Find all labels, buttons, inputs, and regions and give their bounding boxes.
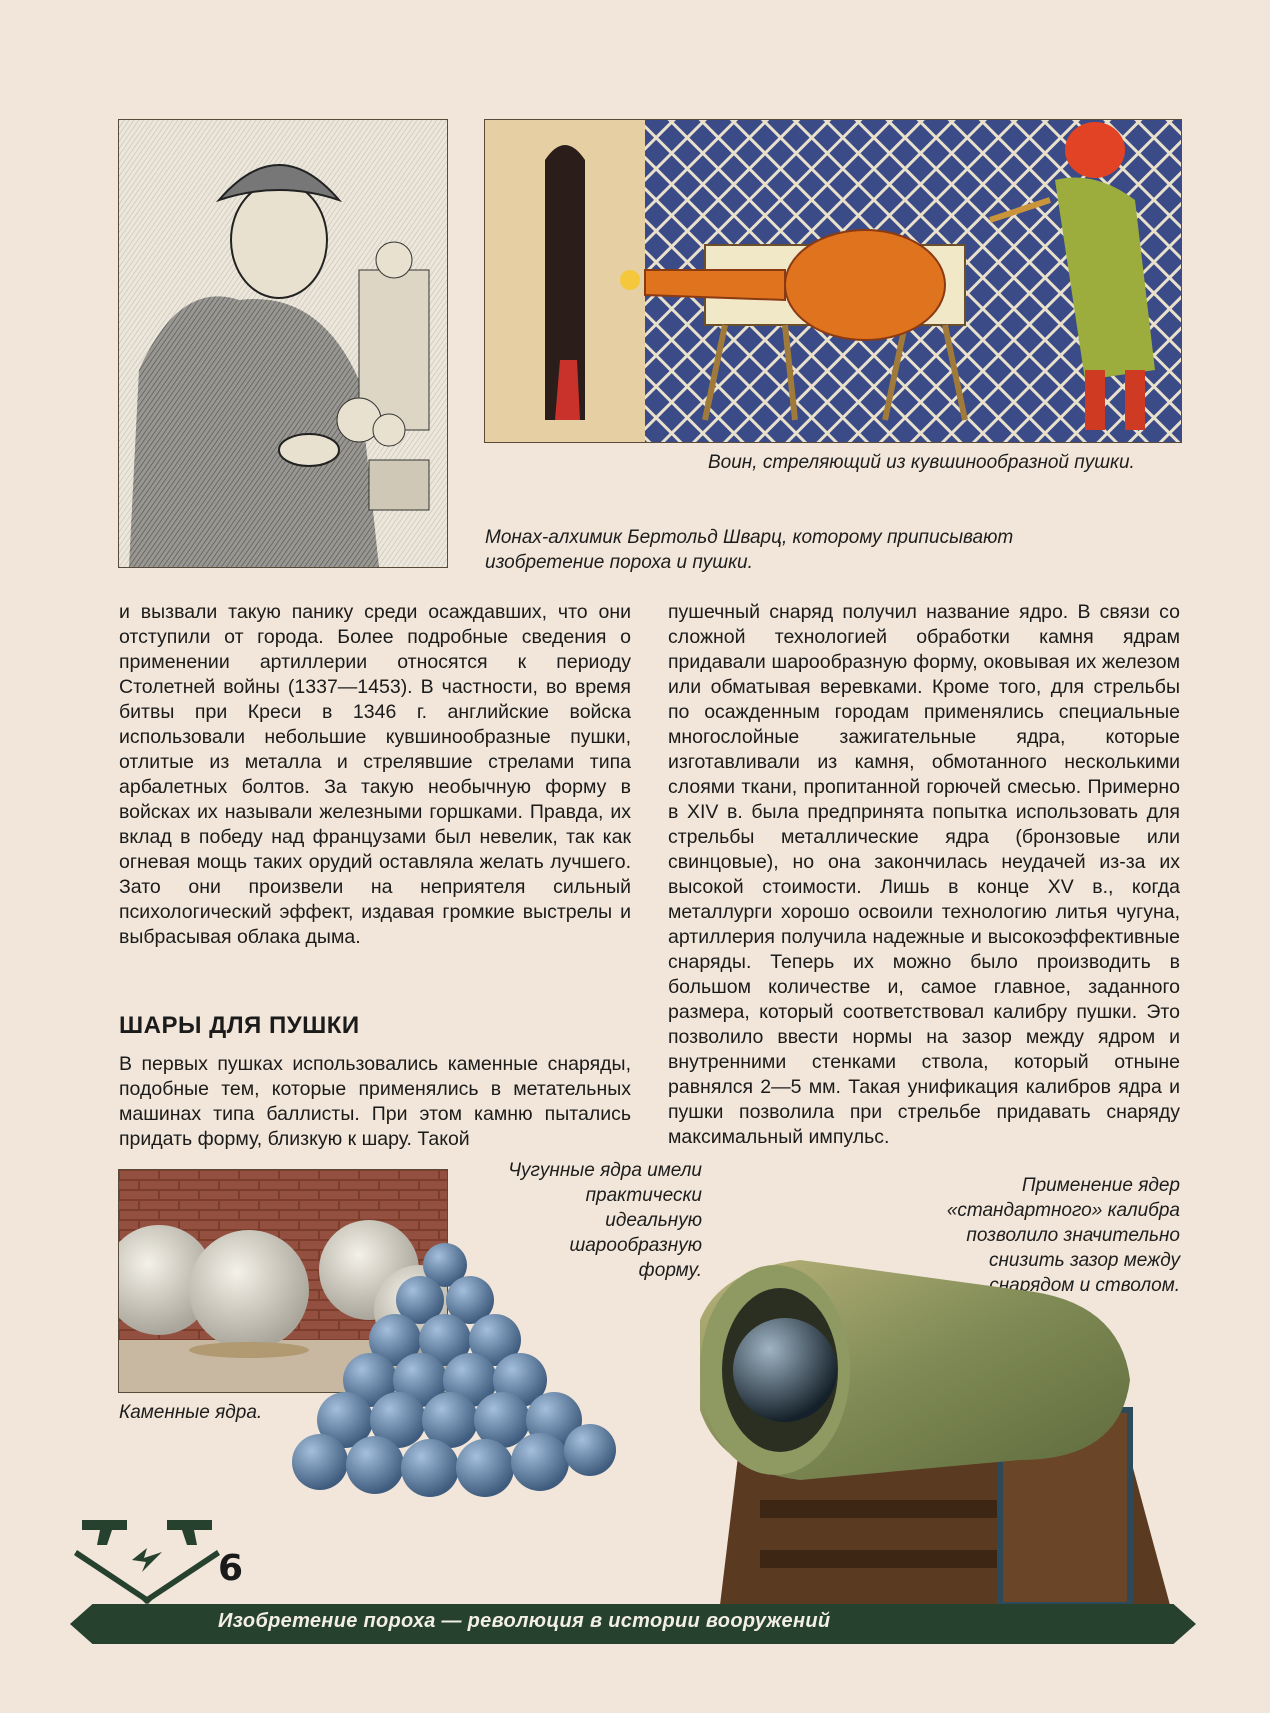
- stone-balls-caption: Каменные ядра.: [119, 1402, 263, 1423]
- lightning-icon: [132, 1548, 162, 1572]
- left-column-text-2: [119, 1052, 631, 1152]
- footer-title: Изобретение пороха — революция в истории вооружений: [218, 1610, 831, 1632]
- left-column-text: [119, 600, 631, 950]
- revolver-icon: [82, 1520, 127, 1545]
- right-paragraph-1: пушечный снаряд получил название ядро. В связи со сложной технологией обработки камня ядрам придавали шарообразную форму, оковывая их железом или обматывая веревками. Кроме того, для стрельбы по осажденным городам применялись специальные многослойные зажигательные ядра, которые изготавливали из камня, обмотанного несколькими слоями ткани, пропитанной горючей смесью. Примерно в XIV в. была предпринята попытка использовать для стрельбы металлические ядра (бронзовые или свинцовые), но она закончилась неудачей из-за их высокой стоимости. Лишь в конце XV в., когда металлурги хорошо освоили технологию литья чугуна, артиллерия получила надежные и высокоэффективные снаряды. Теперь их можно было производить в большом количестве и, самое главное, заданного размера, который соответствовал калибру пушки. Это позволило ввести нормы на зазор между ядром и внутренними стенками ствола, который отныне равнялся 2—5 мм. Такая унификация калибров ядра и пушки позволила при стрельбе придавать снаряду максимальный импульс.: [668, 601, 1180, 1148]
- monk-caption-line-1: Монах-алхимик Бертольд Шварц, которому приписывают: [485, 527, 1014, 548]
- iron-balls-caption: Чугунные ядра имели практически идеальную шарообразную форму.: [508, 1160, 702, 1281]
- left-paragraph-2: В первых пушках использовались каменные снаряды, подобные тем, которые применялись в метательных машинах типа баллисты. При этом камню пытались придать форму, близкую к шару. Такой: [119, 1053, 631, 1150]
- page-number: 6: [218, 1548, 244, 1589]
- monk-engraving-image: [119, 120, 447, 567]
- left-paragraph-1: и вызвали такую панику среди осаждавших, что они отступили от города. Более подробные сведения о применении артиллерии относятся к периоду Столетней войны (1337—1453). В частности, во время битвы при Креси в 1346 г. английские войска использовали небольшие кувшинообразные пушки, отлитые из металла и стрелявшие стрелами типа арбалетных болтов. За такую необычную форму в войсках их называли железными горшками. Правда, их вклад в победу над французами был невелик, так как огневая мощь таких орудий оставляла желать лучшего. Зато они произвели на неприятеля сильный психологический эффект, издавая громкие выстрелы и выбрасывая облака дыма.: [119, 601, 631, 948]
- section-heading: ШАРЫ ДЛЯ ПУШКИ: [119, 1012, 360, 1039]
- standard-caliber-caption: Применение ядер «стандартного» калибра позволило значительно снизить зазор между снарядом и стволом.: [946, 1175, 1180, 1296]
- medieval-cannon-miniature-image: [485, 120, 1181, 442]
- bronze-cannon-image: [700, 1260, 1180, 1605]
- right-column-text: [668, 600, 1180, 1150]
- warrior-caption: Воин, стреляющий из кувшинообразной пушки.: [708, 452, 1135, 473]
- weapons-emblem: [72, 1500, 222, 1610]
- monk-caption-line-2: изобретение пороха и пушки.: [485, 552, 753, 573]
